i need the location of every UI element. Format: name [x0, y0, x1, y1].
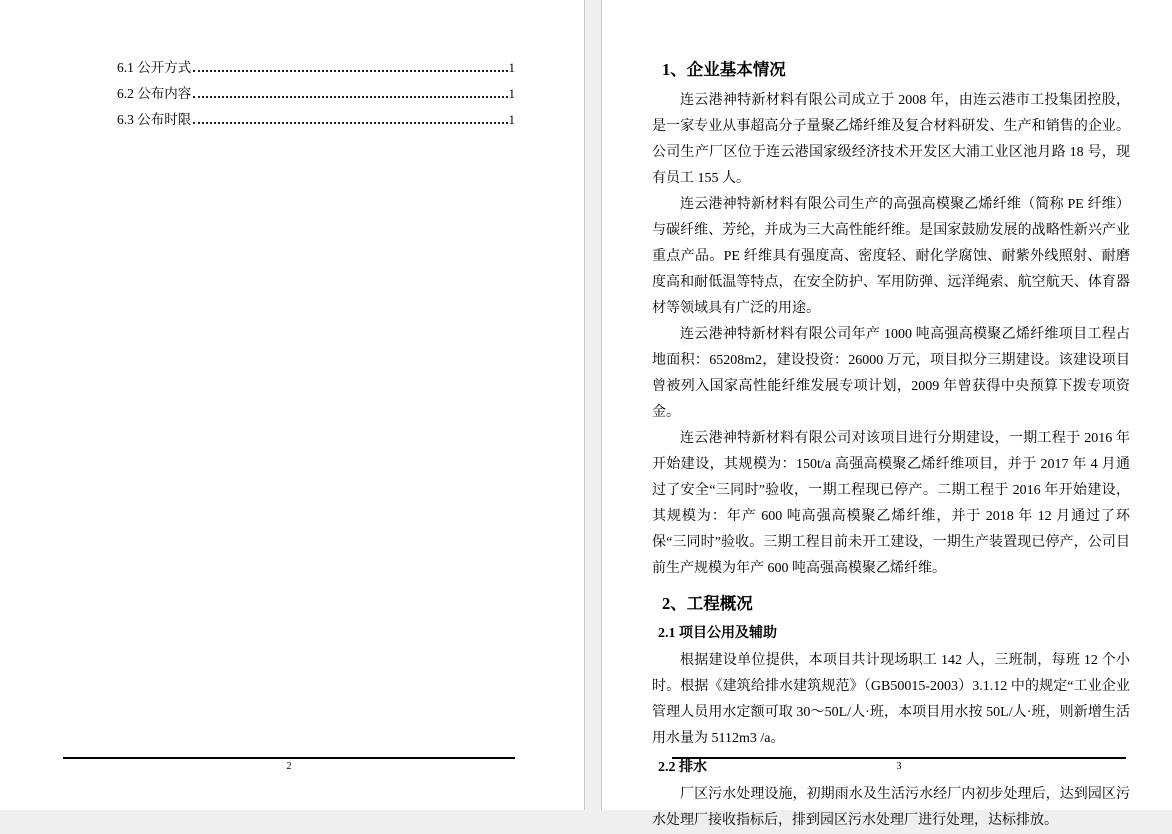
paragraph-pe-fiber-description: 连云港神特新材料有限公司生产的高强高模聚乙烯纤维（简称 PE 纤维）与碳纤维、芳纶，并成为三大高性能纤维。是国家鼓励发展的战略性新兴产业重点产品。PE 纤维具有强度高、密度轻、耐化学腐蚀、耐紫外线照射、耐磨度高和耐低温等特点，在安全防护、军用防弹、远洋绳索、航空航天、体育器材等领域具有广泛的用途。: [652, 197, 1130, 316]
toc-entry-page-number: 1: [508, 60, 515, 75]
toc-entry[interactable]: [63, 108, 515, 134]
toc-entry-label: 6.2 公布内容: [117, 86, 192, 101]
page-footer-rule: [63, 757, 515, 759]
document-page-right: [601, 0, 1172, 828]
page-number: 3: [896, 761, 902, 772]
toc-dot-leader: [193, 122, 507, 124]
paragraph-project-investment: 连云港神特新材料有限公司年产 1000 吨高强高模聚乙烯纤维项目工程占地面积：65208m2，建设投资：26000 万元，项目拟分三期建设。该建设项目曾被列入国家高性能纤维发展专项计划，2009 年曾获得中央预算下拨专项资金。: [652, 327, 1130, 420]
section-heading-project-overview: 2、工程概况: [662, 594, 753, 613]
paragraph-project-phases: 连云港神特新材料有限公司对该项目进行分期建设，一期工程于 2016 年开始建设，其规模为：150t/a 高强高模聚乙烯纤维项目，并于 2017 年 4 月通过了安全“三同时”验收，一期工程现已停产。二期工程于 2016 年开始建设，其规模为：年产 600 吨高强高模聚乙烯纤维，并于 2018 年 12 月通过了环保“三同时”验收。三期工程目前未开工建设，一期生产装置现已停产，公司目前生产规模为年产 600 吨高强高模聚乙烯纤维。: [652, 431, 1130, 576]
toc-entry[interactable]: [63, 56, 515, 82]
toc-entry-page-number: 1: [508, 86, 515, 101]
toc-dot-leader: [193, 70, 507, 72]
subsection-heading-drainage: 2.2 排水: [658, 760, 707, 775]
toc-dot-leader: [193, 96, 507, 98]
document-page-left: [0, 0, 585, 810]
document-content: [652, 56, 1130, 834]
subsection-heading-utilities: 2.1 项目公用及辅助: [658, 626, 777, 641]
toc-entry-label: 6.1 公开方式: [117, 60, 192, 75]
section-heading-enterprise-overview: 1、企业基本情况: [662, 60, 786, 79]
page-footer-rule: [672, 757, 1126, 759]
table-of-contents: [63, 56, 515, 134]
paragraph-wastewater-treatment: 厂区污水处理设施，初期雨水及生活污水经厂内初步处理后，达到园区污水处理厂接收指标后，排到园区污水处理厂进行处理，达标排放。: [652, 787, 1130, 828]
page-number: 2: [286, 761, 292, 772]
toc-entry-page-number: 1: [508, 112, 515, 127]
toc-entry-label: 6.3 公布时限: [117, 112, 192, 127]
paragraph-company-founding: 连云港神特新材料有限公司成立于 2008 年，由连云港市工投集团控股，是一家专业从事超高分子量聚乙烯纤维及复合材料研发、生产和销售的企业。公司生产厂区位于连云港国家级经济技术开发区大浦工业区池月路 18 号，现有员工 155 人。: [652, 93, 1130, 186]
paragraph-water-usage: 根据建设单位提供，本项目共计现场职工 142 人，三班制，每班 12 个小时。根据《建筑给排水建筑规范》（GB50015-2003）3.1.12 中的规定“工业企业管理人员用水定额可取 30～50L/人·班，本项目用水按 50L/人·班，则新增生活用水量为 5112m3 /a。: [652, 653, 1130, 746]
toc-entry[interactable]: [63, 82, 515, 108]
